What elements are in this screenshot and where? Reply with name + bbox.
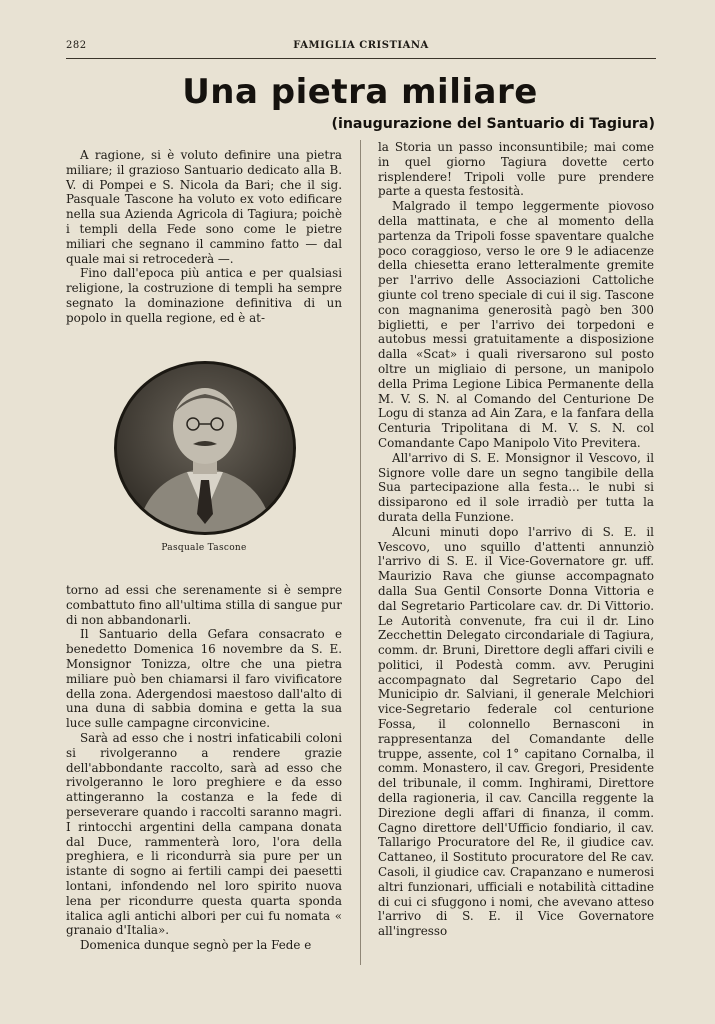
paragraph: Il Santuario della Gefara consacrato e benedetto Domenica 16 novembre da S. E. Monsignor Tonizza, oltre che una pietra miliare può ben chiamarsi il faro vivificatore della zona. Adergendosi maestoso dall'alto di una duna di sabbia domina e getta la sua luce sulle campagne circonvicine.	[66, 627, 342, 731]
column-divider	[360, 140, 361, 965]
paragraph: All'arrivo di S. E. Monsignor il Vescovo, il Signore volle dare un segno tangibile della Sua partecipazione alla festa... le nubi si dissiparono ed il sole irradiò per tutta la durata della Funzione.	[378, 450, 654, 524]
column-left-bottom	[66, 583, 342, 953]
paragraph: Sarà ad esso che i nostri infaticabili coloni si rivolgeranno a rendere grazie dell'abbondante raccolto, sarà ad esso che rivolgeranno le loro preghiere e da esso attingeranno la costanza e la fede di perseverare quando i raccolti saranno magri. I rintocchi argentini della campana donata dal Duce, rammenterà loro, l'ora della preghiera, e li ricondurrà sia pure per un istante di sogno ai fertili campi dei paesetti lontani, infondendo nel loro spirito nuova lena per ricondurre questa quarta sponda italica agli antichi albori per cui fu nomata « granaio d'Italia».	[66, 730, 342, 938]
article-title: Una pietra miliare	[182, 72, 538, 112]
magazine-name: FAMIGLIA CRISTIANA	[293, 40, 429, 51]
page-header	[66, 40, 656, 56]
paragraph: Alcuni minuti dopo l'arrivo di S. E. il Vescovo, uno squillo d'attenti annunziò l'arrivo di S. E. il Vice-Governatore gr. uff. Maurizio Rava che giunse accompagnato dalla Sua Gentil Consorte Donna Vittoria e dal Segretario Particolare cav. dr. Di Vittorio. Le Autorità convenute, fra cui il dr. Lino Zecchettin Delegato circondariale di Tagiura, comm. dr. Bruni, Direttore degli affari civili e politici, il Podestà comm. avv. Perugini accompagnato dal Segretario Capo del Municipio dr. Salviani, il generale Melchiori vice-Segretario federale col centurione Fossa, il colonnello Bernasconi in rappresentanza del Comandante delle truppe, assente, col 1° capitano Cornalba, il comm. Monasterо, il cav. Gregori, Presidente del tribunale, il comm. Inghirami, Direttore della ragioneria, il cav. Cancilla reggente la Direzione degli affari di finanza, il comm. Cagno direttore dell'Ufficio fondiario, il cav. Tallarigo Procuratore del Re, il giudice cav. Cattaneo, il Sostituto procuratore del Re cav. Casoli, il giudice cav. Crapanzano e numerosi altri funzionari, ufficiali e notabilità cittadine di cui ci sfuggono i nomi, che avevano atteso l'arrivo di S. E. il Vice Governatore all'ingresso	[378, 524, 654, 939]
photo-caption: Pasquale Tascone	[161, 543, 247, 553]
paragraph: Domenica dunque segnò per la Fede e	[80, 938, 312, 953]
paragraph: la Storia un passo inconsuntibile; mai come in quel giorno Tagiura dovette certo risplendere! Tripoli volle pure prendere parte a questa festosità.	[378, 140, 654, 199]
paragraph: A ragione, si è voluto definire una pietra miliare; il grazioso Santuario dedicato alla B. V. di Pompei e S. Nicola da Bari; che il sig. Pasquale Tascone ha voluto ex voto edificare nella sua Azienda Agricola di Tagiura; poichè i templi della Fede sono come le pietre miliari che segnano il cammino fatto — dal quale mai si retrocederà —.	[66, 148, 342, 266]
header-rule	[66, 58, 656, 59]
paragraph: Fino dall'epoca più antica e per qualsiasi religione, la costruzione di templi ha sempre segnato la dominazione definitiva di un popolo in quella regione, ed è at-	[66, 266, 342, 325]
paragraph: Malgrado il tempo leggermente piovoso della mattinata, e che al momento della partenza da Tripoli fosse spaventare qualche poco coraggioso, verso le ore 9 le adiacenze della chiesetta erano letteralmente gremite per l'arrivo delle Associazioni Cattoliche giunte col treno speciale di cui il sig. Tascone con magnanima generosità pagò ben 300 biglietti, e per l'arrivo dei torpedoni e autobus messi gratuitamente a disposizione dalla «Scat» i quali riversarono sul posto oltre un migliaio di persone, un manipolo della Prima Legione Libica Permanente della M. V. S. N. al Comando del Centurione De Logu di stanza ad Ain Zara, e la fanfara della Centuria Tripolitana di M. V. S. N. col Comandante Capo Manipolo Vito Previtera.	[378, 199, 654, 450]
column-left-top	[66, 148, 342, 326]
paragraph: torno ad essi che serenamente si è sempre combattuto fino all'ultima stilla di sangue pur di non abbandonarli.	[66, 583, 342, 627]
portrait-photo	[114, 361, 296, 535]
column-right	[378, 140, 654, 939]
article-subtitle: (inaugurazione del Santuario di Tagiura)	[331, 116, 655, 132]
page-number: 282	[66, 40, 87, 51]
